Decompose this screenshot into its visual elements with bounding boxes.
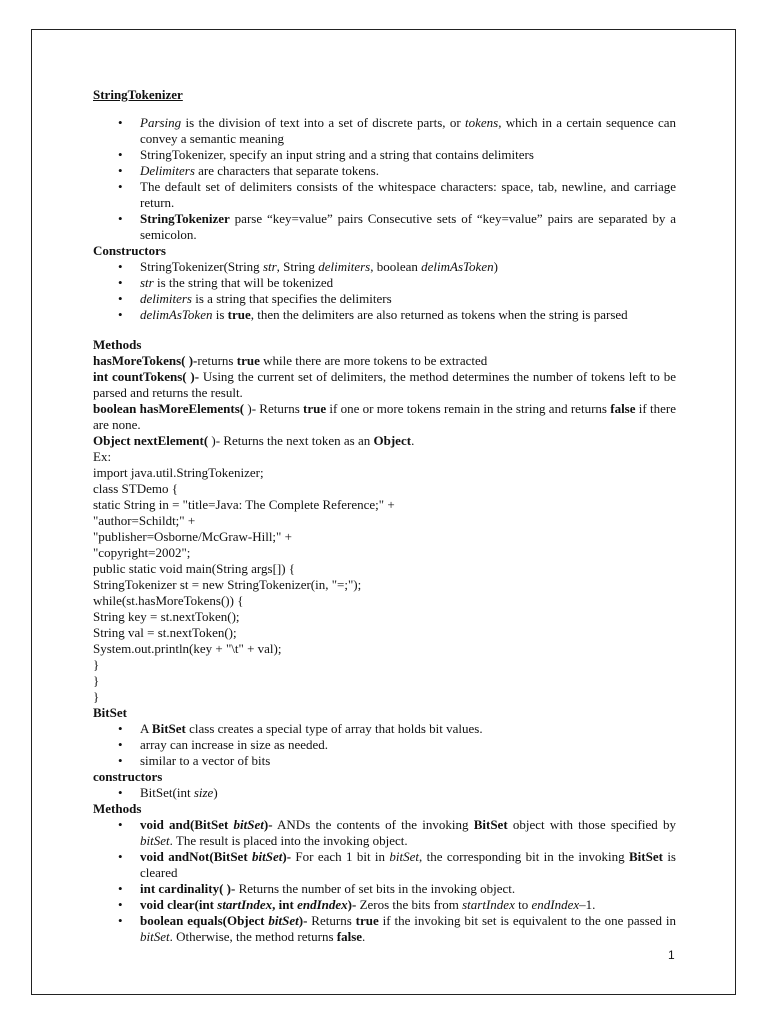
code-line: static String in = "title=Java: The Complete Reference;" + (93, 497, 395, 512)
code-line: "copyright=2002"; (93, 545, 191, 560)
code-line: StringTokenizer st = new StringTokenizer(in, "=;"); (93, 577, 362, 592)
list-item: • BitSet(int size) (140, 785, 676, 801)
bitset-heading: BitSet (93, 705, 127, 720)
list-item: • The default set of delimiters consists of the whitespace characters: space, tab, newline, and carriage return. (140, 179, 676, 211)
bitset-constructors-list (93, 785, 676, 801)
bitset-list (93, 721, 676, 769)
method-description: boolean hasMoreElements( )- Returns true if one or more tokens remain in the string and returns false if there are none. (93, 401, 676, 432)
list-item: • Delimiters are characters that separate tokens. (140, 163, 676, 179)
code-line: "author=Schildt;" + (93, 513, 196, 528)
methods-heading: Methods (93, 337, 142, 352)
code-line: String val = st.nextToken(); (93, 625, 237, 640)
method-description: Object nextElement( )- Returns the next token as an Object. (93, 433, 415, 448)
list-item: • similar to a vector of bits (140, 753, 676, 769)
list-item: • int cardinality( )- Returns the number of set bits in the invoking object. (140, 881, 676, 897)
bitset-methods-list (93, 817, 676, 945)
method-description: int countTokens( )- Using the current set of delimiters, the method determines the number of tokens left to be parsed and returns the result. (93, 369, 676, 400)
list-item: • array can increase in size as needed. (140, 737, 676, 753)
code-line: "publisher=Osborne/McGraw-Hill;" + (93, 529, 292, 544)
list-item: • A BitSet class creates a special type of array that holds bit values. (140, 721, 676, 737)
method-description: hasMoreTokens( )-returns true while there are more tokens to be extracted (93, 353, 488, 368)
list-item: • void andNot(BitSet bitSet)- For each 1 bit in bitSet, the corresponding bit in the invoking BitSet is cleared (140, 849, 676, 881)
code-line: public static void main(String args[]) { (93, 561, 296, 576)
list-item: • void clear(int startIndex, int endIndex)- Zeros the bits from startIndex to endIndex–1. (140, 897, 676, 913)
list-item: • Parsing is the division of text into a set of discrete parts, or tokens, which in a certain sequence can convey a semantic meaning (140, 115, 676, 147)
code-line: } (93, 673, 100, 688)
constructors-heading: Constructors (93, 243, 166, 258)
list-item: • delimAsToken is true, then the delimiters are also returned as tokens when the string is parsed (140, 307, 676, 323)
code-line: class STDemo { (93, 481, 178, 496)
constructors-list (93, 259, 676, 323)
list-item: • str is the string that will be tokenized (140, 275, 676, 291)
code-line: } (93, 689, 100, 704)
intro-list (93, 115, 676, 243)
list-item: • boolean equals(Object bitSet)- Returns true if the invoking bit set is equivalent to the one passed in bitSet. Otherwise, the method returns false. (140, 913, 676, 945)
code-line: } (93, 657, 100, 672)
code-line: String key = st.nextToken(); (93, 609, 240, 624)
code-line: while(st.hasMoreTokens()) { (93, 593, 244, 608)
list-item: • StringTokenizer, specify an input string and a string that contains delimiters (140, 147, 676, 163)
list-item: • void and(BitSet bitSet)- ANDs the contents of the invoking BitSet object with those specified by bitSet. The result is placed into the invoking object. (140, 817, 676, 849)
code-line: Ex: (93, 449, 112, 464)
document-body (93, 87, 676, 945)
page-number: 1 (668, 948, 675, 962)
section-title: StringTokenizer (93, 87, 183, 102)
list-item: • StringTokenizer parse “key=value” pairs Consecutive sets of “key=value” pairs are separated by a semicolon. (140, 211, 676, 243)
bitset-methods-heading: Methods (93, 801, 142, 816)
list-item: • delimiters is a string that specifies the delimiters (140, 291, 676, 307)
bitset-constructors-heading: constructors (93, 769, 163, 784)
code-example (93, 449, 676, 705)
code-line: import java.util.StringTokenizer; (93, 465, 264, 480)
list-item: • StringTokenizer(String str, String delimiters, boolean delimAsToken) (140, 259, 676, 275)
code-line: System.out.println(key + "\t" + val); (93, 641, 282, 656)
